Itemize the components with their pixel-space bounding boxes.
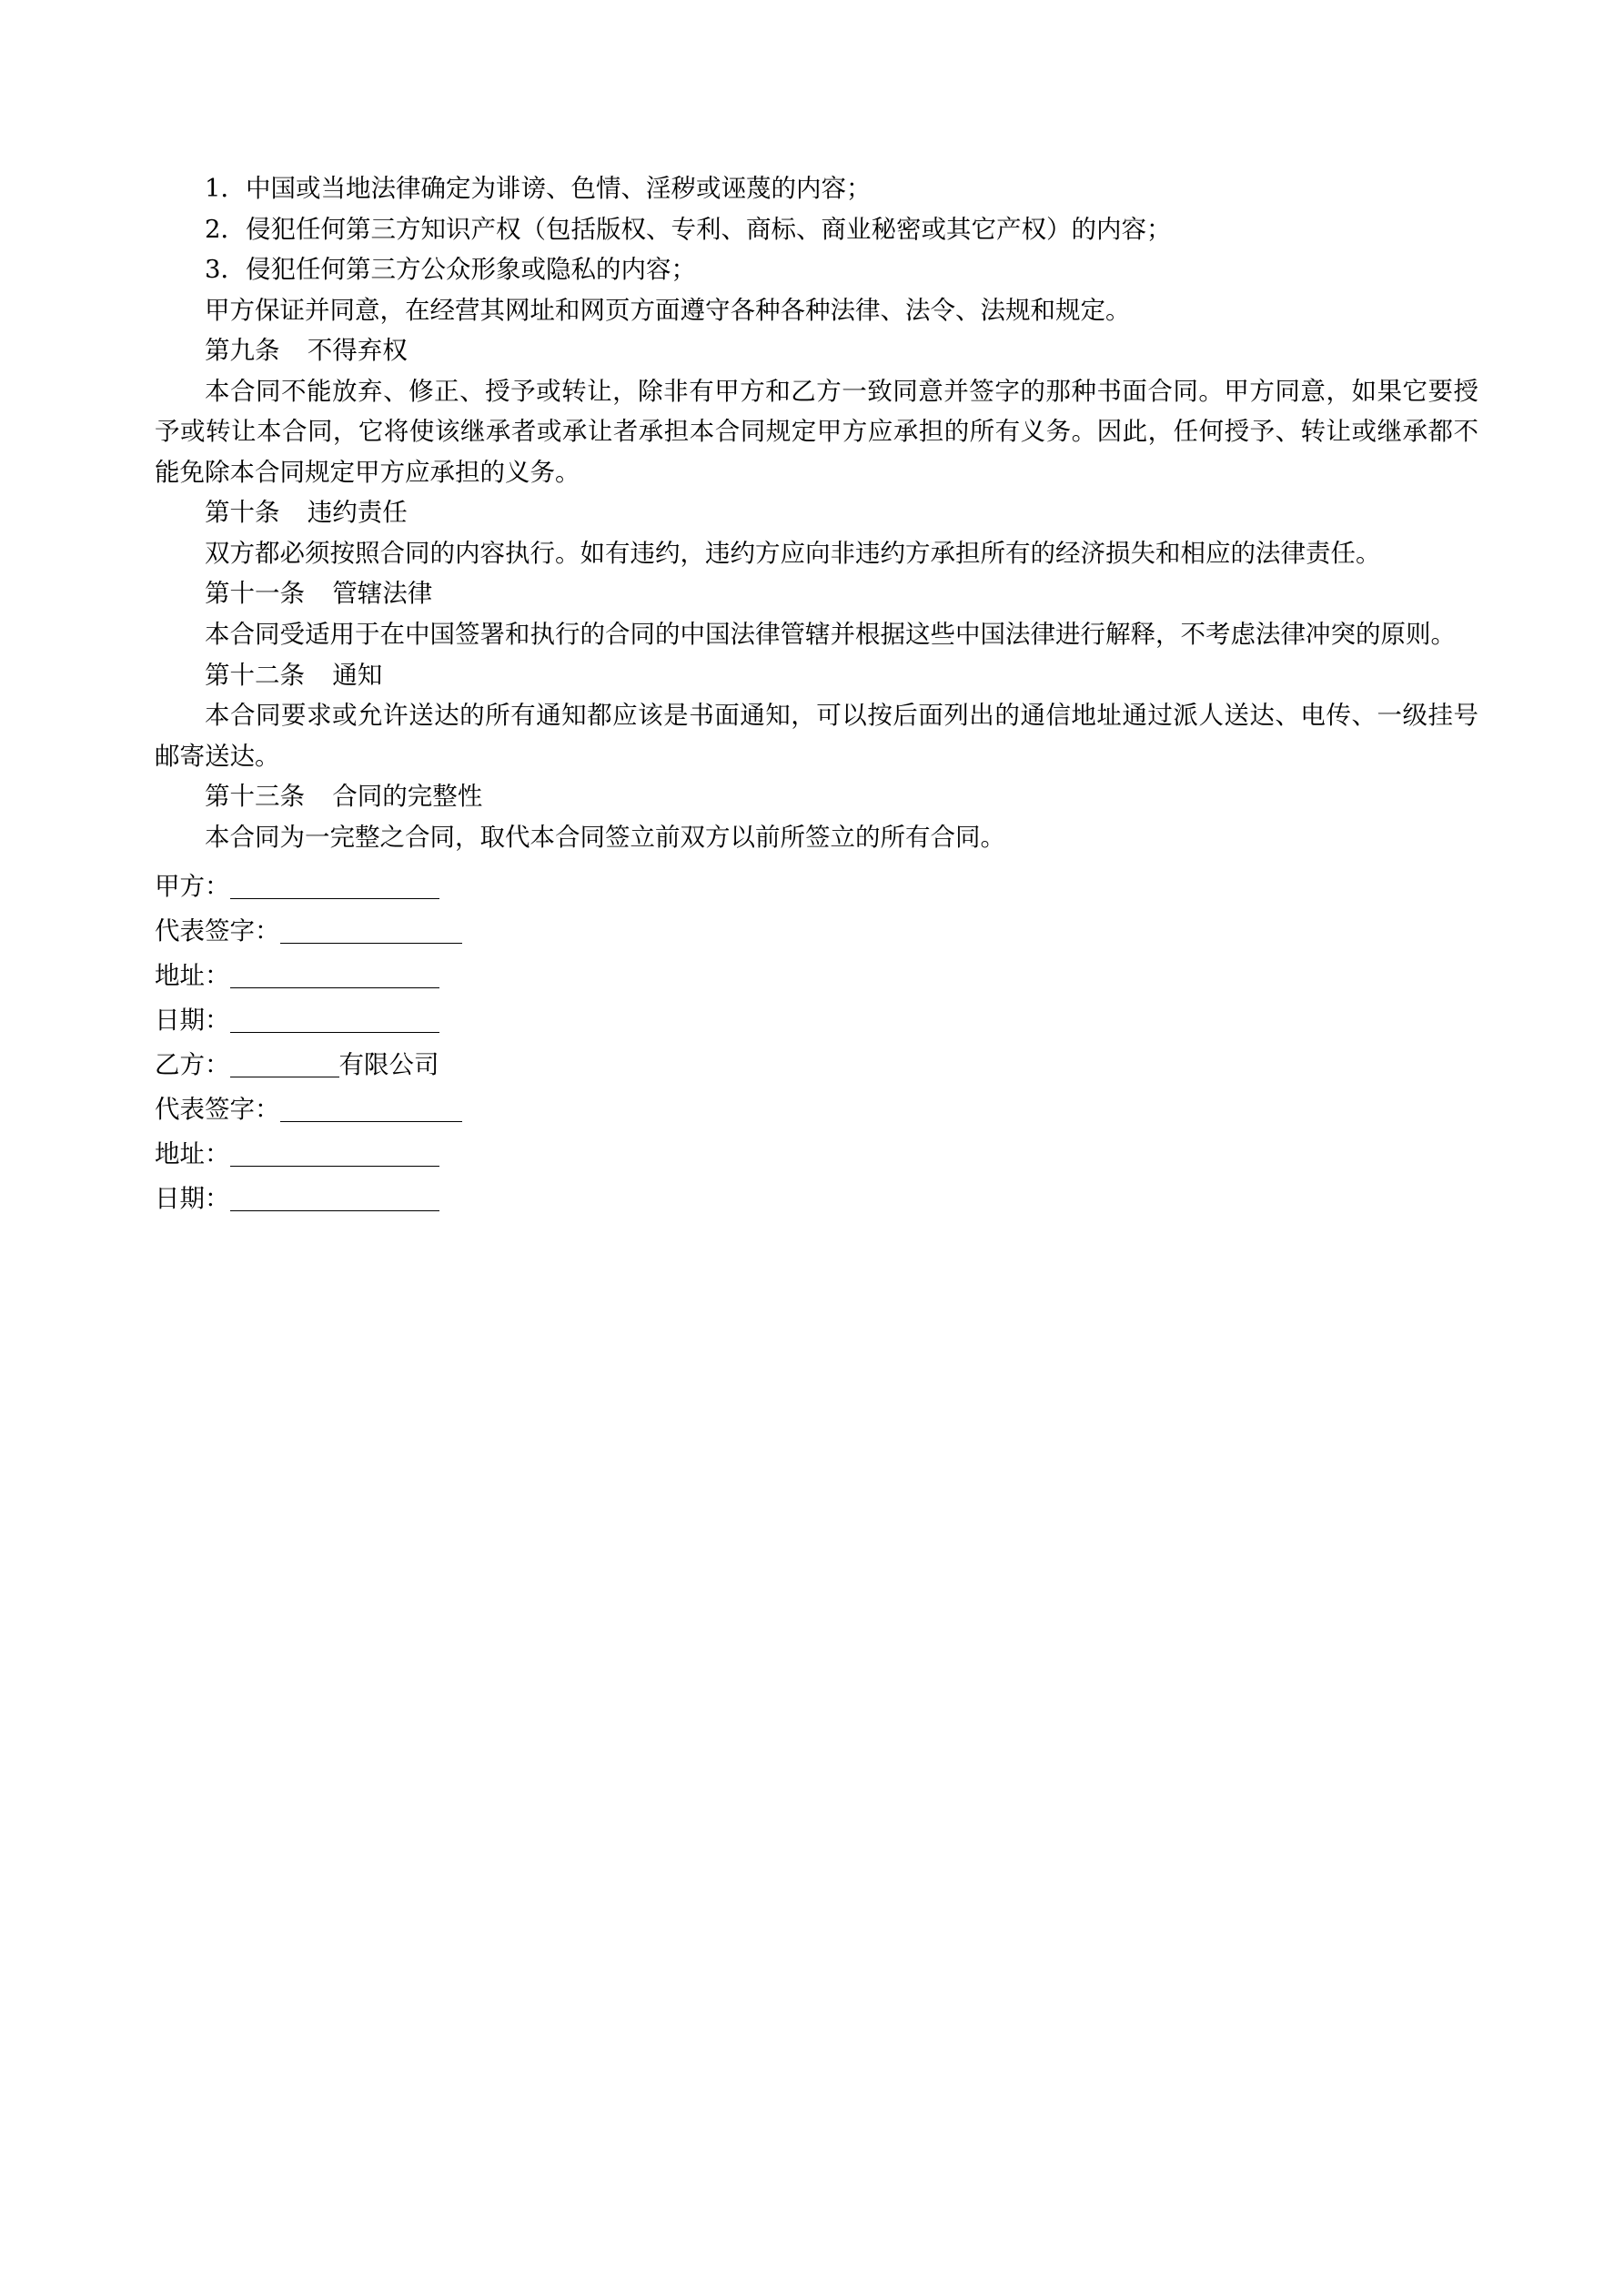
party-a-date-blank[interactable] <box>230 1006 439 1033</box>
list-item: 1．中国或当地法律确定为诽谤、色情、淫秽或诬蔑的内容； <box>205 174 872 203</box>
party-a-date-label: 日期： <box>155 1006 230 1036</box>
article-heading-13 <box>155 776 1478 817</box>
party-a-blank[interactable] <box>230 872 439 899</box>
party-a-address-line <box>155 954 1478 998</box>
party-a-rep-label: 代表签字： <box>155 916 280 946</box>
party-a-label: 甲方： <box>155 872 230 902</box>
guarantee-paragraph: 甲方保证并同意，在经营其网址和网页方面遵守各种各种法律、法令、法规和规定。 <box>205 295 1131 325</box>
party-b-rep-line <box>155 1087 1478 1132</box>
party-b-address-label: 地址： <box>155 1138 230 1168</box>
party-b-line <box>155 1043 1478 1087</box>
article-heading-10 <box>155 492 1478 533</box>
party-b-date-line <box>155 1177 1478 1221</box>
document-body <box>155 168 1478 1221</box>
party-b-address-line <box>155 1132 1478 1177</box>
party-a-address-label: 地址： <box>155 961 230 991</box>
article-number: 第十三条 <box>205 782 305 812</box>
party-b-label: 乙方： <box>155 1050 230 1080</box>
party-a-rep-line <box>155 909 1478 954</box>
article-title: 合同的完整性 <box>332 782 483 812</box>
party-b-date-label: 日期： <box>155 1183 230 1213</box>
list-item: 3．侵犯任何第三方公众形象或隐私的内容； <box>205 255 696 285</box>
list-item: 2．侵犯任何第三方知识产权（包括版权、专利、商标、商业秘密或其它产权）的内容； <box>205 214 1172 244</box>
signature-block <box>155 865 1478 1221</box>
article-heading-11 <box>155 573 1478 614</box>
party-b-address-blank[interactable] <box>230 1139 439 1167</box>
party-b-rep-blank[interactable] <box>280 1095 462 1122</box>
article-title: 管辖法律 <box>332 579 433 609</box>
article-number: 第十一条 <box>205 579 305 609</box>
article-number: 第十条 <box>205 498 280 528</box>
article-body-11: 本合同受适用于在中国签署和执行的合同的中国法律管辖并根据这些中国法律进行解释，不考虑法律冲突的原则。 <box>205 620 1456 650</box>
party-a-line <box>155 865 1478 909</box>
party-b-blank[interactable] <box>230 1050 339 1077</box>
party-b-date-blank[interactable] <box>230 1184 439 1211</box>
article-title: 不得弃权 <box>307 336 408 366</box>
party-b-rep-label: 代表签字： <box>155 1094 280 1124</box>
article-body-9: 本合同不能放弃、修正、授予或转让，除非有甲方和乙方一致同意并签字的那种书面合同。甲方同意，如果它要授予或转让本合同，它将使该继承者或承让者承担本合同规定甲方应承担的所有义务。因此，任何授予、转让或继承都不能免除本合同规定甲方应承担的义务。 <box>155 376 1478 487</box>
article-heading-12 <box>155 655 1478 696</box>
article-heading-9 <box>155 330 1478 371</box>
party-a-rep-blank[interactable] <box>280 916 462 944</box>
party-a-address-blank[interactable] <box>230 961 439 988</box>
article-body-12: 本合同要求或允许送达的所有通知都应该是书面通知，可以按后面列出的通信地址通过派人送达、电传、一级挂号邮寄送达。 <box>155 701 1478 771</box>
party-b-suffix: 有限公司 <box>338 1050 439 1080</box>
article-body-13: 本合同为一完整之合同，取代本合同签立前双方以前所签立的所有合同。 <box>205 822 1005 852</box>
article-title: 违约责任 <box>307 498 408 528</box>
party-a-date-line <box>155 998 1478 1043</box>
article-title: 通知 <box>332 660 383 690</box>
article-number: 第九条 <box>205 336 280 366</box>
article-number: 第十二条 <box>205 660 305 690</box>
article-body-10: 双方都必须按照合同的内容执行。如有违约，违约方应向非违约方承担所有的经济损失和相应的法律责任。 <box>205 538 1381 568</box>
